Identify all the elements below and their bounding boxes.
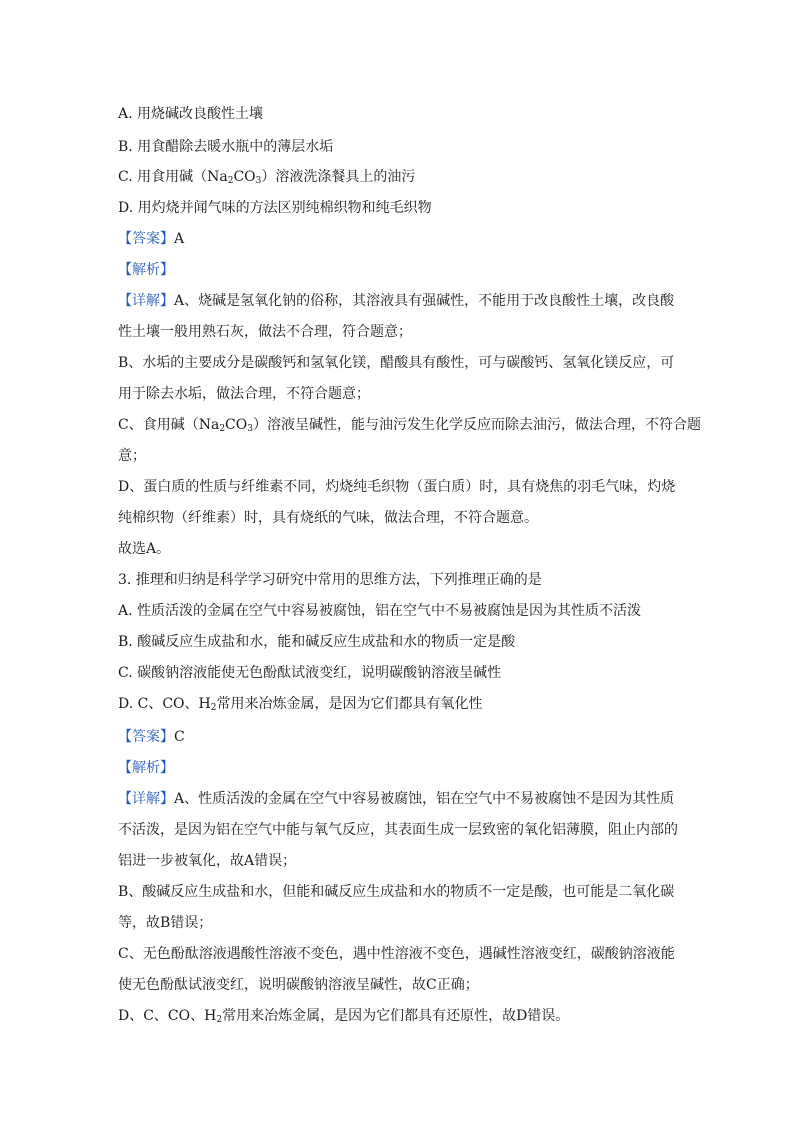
q3-detail-line: C、无色酚酞溶液遇酸性溶液不变色，遇中性溶液不变色，遇碱性溶液变红，碳酸钠溶液能 [118, 946, 675, 962]
q2-detail-line: 性土壤一般用熟石灰，做法不合理，符合题意； [118, 324, 412, 340]
q3-detail-line: 不活泼，是因为铝在空气中能与氧气反应，其表面生成一层致密的氧化铝薄膜，阻止内部的 [118, 822, 678, 838]
detail-tag: 【详解】 [118, 791, 174, 807]
q2-option-a: A. 用烧碱改良酸性土壤 [118, 106, 264, 122]
q3-detail-line: D、C、CO、$H_2$常用来冶炼金属，是因为它们都具有还原性，故D错误。 [118, 1008, 570, 1025]
q2-detail-line: 用于除去水垢，做法合理，不符合题意； [118, 386, 370, 402]
q3-answer [118, 727, 185, 747]
q2-analysis-tag: 【解析】 [118, 262, 174, 278]
q3-analysis-tag: 【解析】 [118, 760, 174, 776]
q2-option-d: D. 用灼烧并闻气味的方法区别纯棉织物和纯毛织物 [118, 200, 432, 216]
answer-tag: 【答案】 [118, 729, 174, 745]
detail-tag: 【详解】 [118, 293, 174, 309]
q3-option-d: D. C、CO、$H_2$常用来冶炼金属，是因为它们都具有氧化性 [118, 696, 483, 713]
q3-detail-line: B、酸碱反应生成盐和水，但能和碱反应生成盐和水的物质不一定是酸，也可能是二氧化碳 [118, 884, 675, 900]
q2-detail-line: 意； [118, 448, 146, 464]
q2-detail-line: 【详解】A、烧碱是氢氧化钠的俗称，其溶液具有强碱性，不能用于改良酸性土壤，改良酸 [118, 293, 675, 309]
q2-detail-line: 纯棉织物（纤维素）时，具有烧纸的气味，做法合理，不符合题意。 [118, 510, 538, 526]
q2-detail-line: D、蛋白质的性质与纤维素不同，灼烧纯毛织物（蛋白质）时，具有烧焦的羽毛气味，灼烧 [118, 479, 676, 495]
q2-option-b: B. 用食醋除去暖水瓶中的薄层水垢 [118, 139, 334, 155]
q3-detail-line: 等，故B错误； [118, 915, 213, 931]
q3-stem: 3. 推理和归纳是科学学习研究中常用的思维方法，下列推理正确的是 [118, 572, 542, 588]
q2-option-c: C. 用食用碱$(Na_2CO_3)$溶液洗涤餐具上的油污 [118, 169, 416, 186]
q2-detail-line: C、食用碱$(Na_2CO_3)$溶液呈碱性，能与油污发生化学反应而除去油污，做法合理，不符合题 [118, 417, 701, 434]
q3-detail-line: 铝进一步被氧化，故A错误； [118, 853, 297, 869]
answer-value: C [174, 729, 185, 745]
q3-option-a: A. 性质活泼的金属在空气中容易被腐蚀，铝在空气中不易被腐蚀是因为其性质不活泼 [118, 603, 642, 619]
q2-conclusion: 故选A。 [118, 541, 171, 557]
q3-detail-line: 使无色酚酞试液变红，说明碳酸钠溶液呈碱性，故C正确； [118, 977, 479, 993]
q3-option-b: B. 酸碱反应生成盐和水，能和碱反应生成盐和水的物质一定是酸 [118, 634, 516, 650]
answer-value: A [174, 231, 185, 247]
q3-option-c: C. 碳酸钠溶液能使无色酚酞试液变红，说明碳酸钠溶液呈碱性 [118, 665, 502, 681]
answer-tag: 【答案】 [118, 231, 174, 247]
q2-answer [118, 229, 184, 249]
q2-detail-line: B、水垢的主要成分是碳酸钙和氢氧化镁，醋酸具有酸性，可与碳酸钙、氢氧化镁反应，可 [118, 355, 675, 371]
q3-detail-line: 【详解】A、性质活泼的金属在空气中容易被腐蚀，铝在空气中不易被腐蚀不是因为其性质 [118, 791, 675, 807]
